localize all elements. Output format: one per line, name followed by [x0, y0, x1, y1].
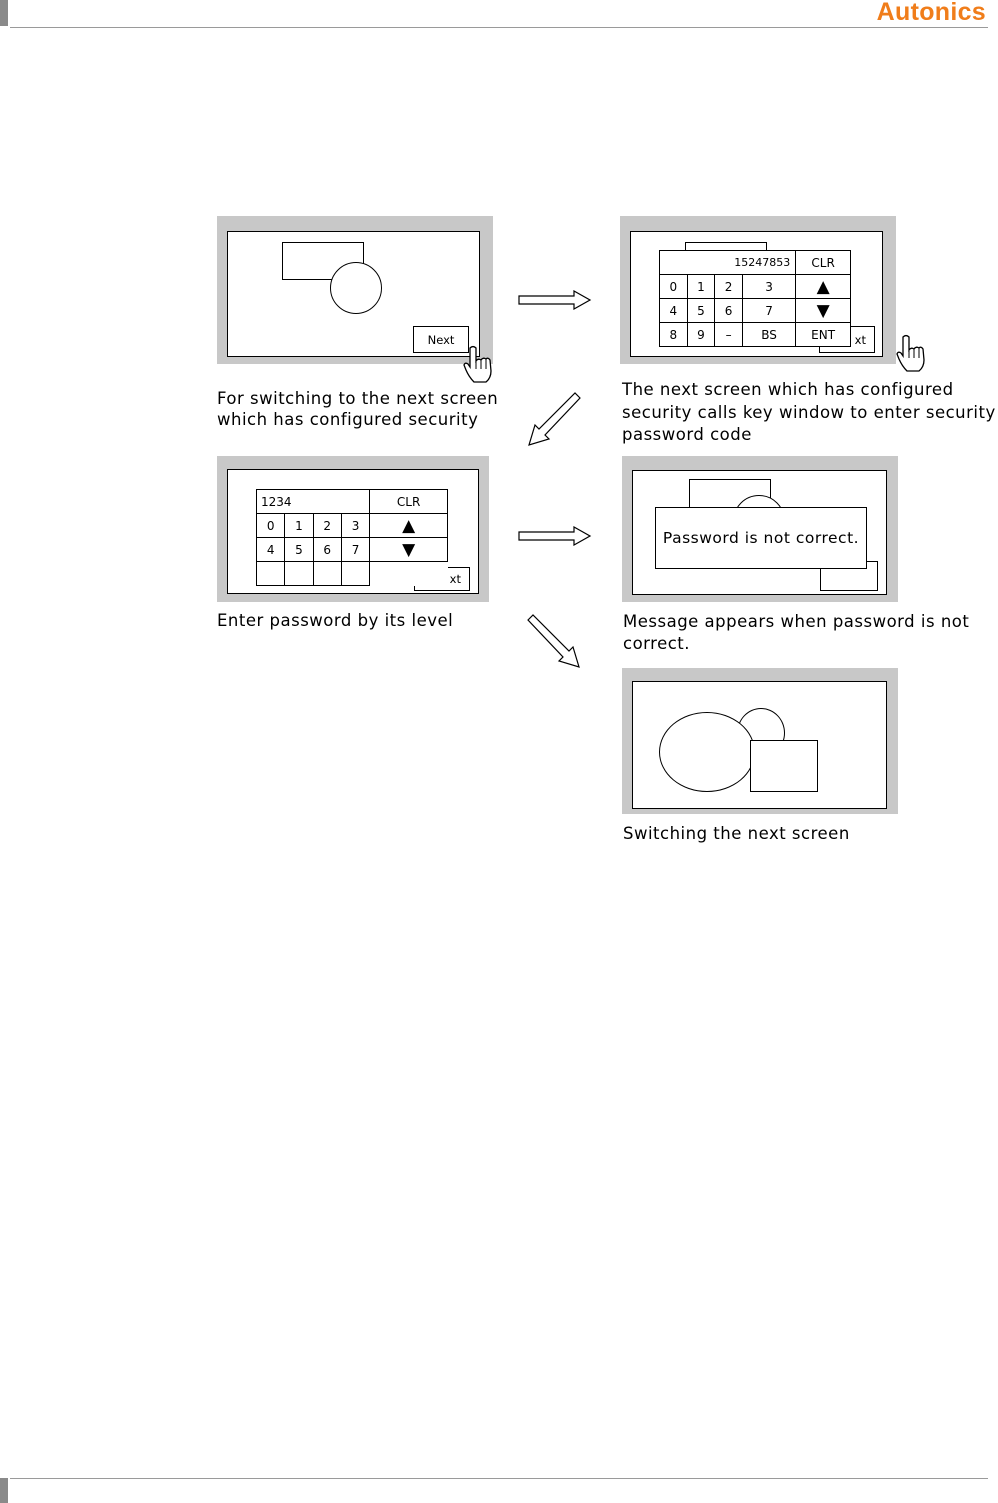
next-button-label-fragment: xt [449, 572, 461, 586]
step1-panel [217, 216, 493, 364]
empty-key[interactable] [257, 562, 285, 586]
key-3[interactable]: 3 [341, 514, 369, 538]
key-7[interactable]: 7 [742, 299, 795, 323]
empty-key[interactable] [313, 562, 341, 586]
keypad-display-value: 1234 [261, 494, 292, 509]
down-arrow-key[interactable]: ▼ [370, 538, 448, 562]
keypad-display [257, 490, 370, 514]
step5-screen [632, 681, 887, 809]
key-0[interactable]: 0 [660, 275, 688, 299]
header-mark [0, 0, 8, 26]
key-9[interactable]: 9 [687, 323, 715, 347]
error-message-box [655, 507, 867, 569]
step1-caption-line2: which has configured security [217, 410, 479, 429]
rectangle-shape [750, 740, 818, 792]
step3-panel [217, 456, 489, 602]
key-6[interactable]: 6 [715, 299, 743, 323]
backspace-key[interactable]: BS [742, 323, 795, 347]
pointing-hand-icon [894, 333, 928, 375]
empty-key[interactable] [285, 562, 313, 586]
key-4[interactable]: 4 [660, 299, 688, 323]
key-0[interactable]: 0 [257, 514, 285, 538]
key-2[interactable]: 2 [715, 275, 743, 299]
header-rule [10, 27, 988, 28]
step2-screen [630, 231, 883, 357]
key-1[interactable]: 1 [687, 275, 715, 299]
key-minus[interactable]: – [715, 323, 743, 347]
key-2[interactable]: 2 [313, 514, 341, 538]
diagonal-down-right-arrow-icon [524, 612, 582, 670]
step4-caption-line2: correct. [623, 634, 691, 653]
key-3[interactable]: 3 [742, 275, 795, 299]
step2-caption-line1: The next screen which has configured [622, 380, 954, 399]
up-arrow-key[interactable]: ▲ [796, 275, 851, 299]
footer-rule [10, 1478, 988, 1479]
step5-caption: Switching the next screen [623, 824, 850, 843]
step1-caption-line1: For switching to the next screen [217, 389, 499, 408]
step2-caption [622, 379, 996, 447]
step4-panel [622, 456, 898, 602]
key-4[interactable]: 4 [257, 538, 285, 562]
next-button-label-fragment: xt [854, 332, 866, 347]
up-arrow-key[interactable]: ▲ [370, 514, 448, 538]
step4-screen [632, 470, 887, 595]
footer-mark [0, 1478, 8, 1503]
diagonal-down-left-arrow-icon [526, 390, 584, 448]
empty-key[interactable] [341, 562, 369, 586]
brand-logo: Autonics [876, 0, 986, 26]
right-arrow-icon [518, 526, 592, 546]
key-1[interactable]: 1 [285, 514, 313, 538]
step2-panel [620, 216, 896, 364]
step4-caption [623, 611, 969, 655]
step2-caption-line2: security calls key window to enter security [622, 402, 996, 422]
key-5[interactable]: 5 [687, 299, 715, 323]
step3-screen [227, 469, 479, 594]
clr-key[interactable]: CLR [370, 490, 448, 514]
pointing-hand-icon [461, 344, 495, 386]
next-button[interactable]: Next [413, 326, 469, 353]
ellipse-shape [659, 712, 755, 792]
empty-key[interactable] [370, 562, 448, 586]
step5-panel [622, 668, 898, 814]
step4-caption-line1: Message appears when password is not [623, 612, 970, 631]
step3-caption: Enter password by its level [217, 611, 454, 630]
key-8[interactable]: 8 [660, 323, 688, 347]
down-arrow-key[interactable]: ▼ [796, 299, 851, 323]
right-arrow-icon [518, 290, 592, 310]
keypad-display-value: 15247853 [734, 256, 791, 269]
step1-screen [227, 231, 480, 357]
step1-caption [217, 388, 498, 430]
key-5[interactable]: 5 [285, 538, 313, 562]
step2-caption-line3: password code [622, 425, 752, 444]
keypad-display [660, 251, 796, 275]
key-6[interactable]: 6 [313, 538, 341, 562]
password-keypad [256, 489, 448, 586]
circle-shape [330, 262, 382, 314]
clr-key[interactable]: CLR [796, 251, 851, 275]
error-message-text: Password is not correct. [662, 529, 860, 547]
ent-key[interactable]: ENT [796, 323, 851, 347]
key-7[interactable]: 7 [341, 538, 369, 562]
security-keypad [659, 250, 851, 347]
